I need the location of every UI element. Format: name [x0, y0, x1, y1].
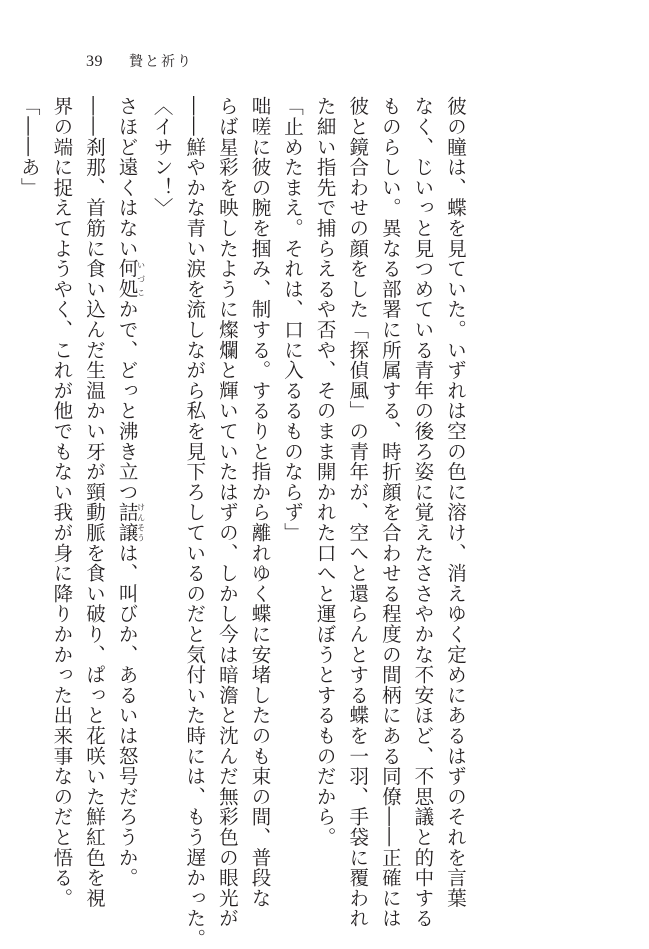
page-number: 39 [86, 53, 103, 70]
text-line-14: 「――あ」 [17, 96, 41, 198]
text-line-6: 「止めたまえ。それは、口に入るるものならず」 [281, 96, 305, 543]
text-line-11 [110, 96, 146, 888]
text-line-11-part-c: は、叫びか、あるいは怒号だろうか。 [115, 542, 139, 888]
ruby-kenken [115, 502, 146, 543]
text-line-7: 咄嗟に彼の腕を掴み、制する。するりと指から離れゆく蝶に安堵したのも束の間、普段な [248, 96, 272, 908]
text-line-2: なく、じいっと見つめている青年の後ろ姿に覚えたささやかな不安ほど、不思議と的中する [411, 96, 435, 929]
text-line-11-part-a: さほど遠くはない [115, 96, 139, 259]
text-line-9: ――鮮やかな青い涙を流しながら私を見下ろしているのだと気付いた時には、もう遅かった。 [183, 96, 207, 949]
text-line-13: 界の端に捉えてようやく、これが他でもない我が身に降りかかった出来事なのだと悟る。 [50, 96, 74, 908]
text-line-3: ものらしい。異なる部署に所属する、時折顔を合わせる程度の間柄にある同僚――正確には [378, 96, 402, 929]
text-line-4: 彼と鏡合わせの顔をした「探偵風」の青年が、空へと還らんとする蝶を一羽、手袋に覆われ [346, 96, 370, 929]
ruby-doko-reading: いづこ [136, 258, 146, 300]
text-line-10: 〈イサン！〉 [150, 96, 174, 218]
ruby-doko-base: 何処 [115, 258, 139, 300]
ruby-kenken-base: 詰譲 [115, 502, 139, 543]
text-line-8: らば星彩を映したように燦爛と輝いていたはずの、しかし今は暗澹と沈んだ無彩色の眼光が [215, 96, 239, 929]
text-line-11-part-b: かで、どっと沸き立つ [115, 299, 139, 503]
running-title: 贄と祈り [129, 54, 193, 70]
ruby-doko [115, 258, 146, 300]
body-text [12, 96, 471, 949]
ruby-kenken-reading: けんそう [136, 502, 146, 543]
text-line-5: た細い指先で捕らえるや否や、そのまま開かれた口へと運ぼうとするものだから。 [313, 96, 337, 848]
text-line-12: ――刹那、首筋に食い込んだ生温かい牙が頸動脈を食い破り、ぱっと花咲いた鮮紅色を視 [82, 96, 106, 908]
text-line-1: 彼の瞳は、蝶を見ていた。いずれは空の色に溶け、消えゆく定めにあるはずのそれを言葉 [444, 96, 467, 908]
page-header [86, 50, 193, 74]
